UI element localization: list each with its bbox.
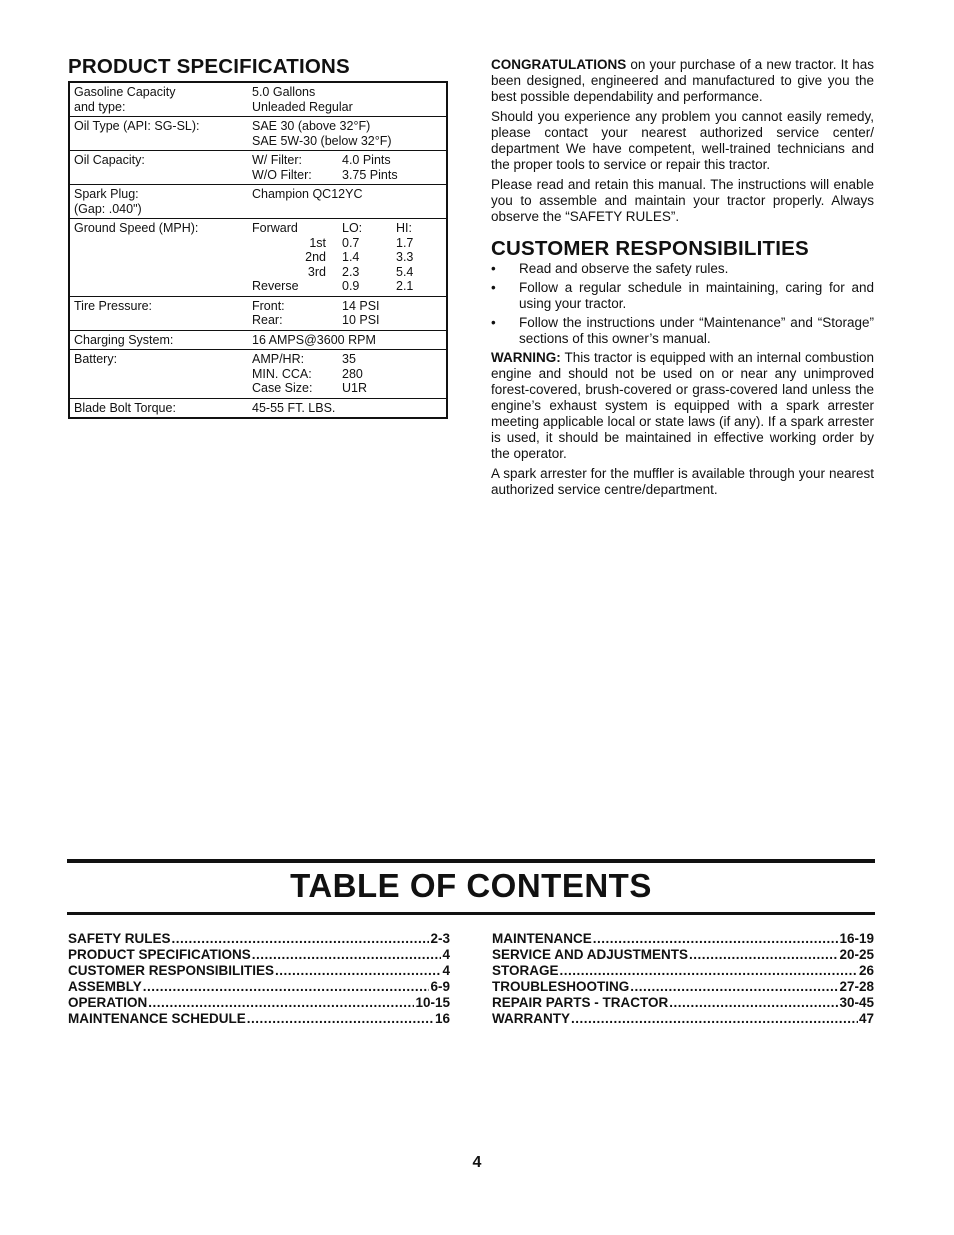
- spec-value: 14 PSI: [342, 298, 380, 313]
- spec-value: 4.0 Pints: [342, 153, 391, 167]
- speed-gear: Forward: [252, 221, 298, 235]
- congratulations-text: on your purchase of a new tractor. It has been designed, engineered and manufactured to give you the best possible dependability and performance.: [491, 57, 874, 104]
- spec-row-tire-pressure: [70, 297, 446, 331]
- responsibilities-list: [491, 261, 874, 347]
- speed-lo: 2.3: [342, 264, 360, 279]
- toc-right-column: [492, 931, 874, 1027]
- toc-left-column: [68, 931, 450, 1027]
- toc-entry-name: PRODUCT SPECIFICATIONS: [68, 947, 251, 962]
- spec-key: Front:: [252, 298, 285, 313]
- spec-row-spark-plug: [70, 185, 446, 219]
- congratulations-paragraph: [491, 57, 874, 105]
- speed-hi: HI:: [396, 221, 412, 235]
- toc-leader: [143, 979, 430, 995]
- spec-key: AMP/HR:: [252, 352, 305, 366]
- spec-label: Tire Pressure:: [74, 298, 153, 313]
- toc-entry-page: 4: [442, 947, 450, 962]
- speed-gear: Reverse: [252, 279, 299, 293]
- toc-entry-page: 10-15: [415, 995, 450, 1010]
- toc-entry-page: 47: [858, 1011, 874, 1026]
- product-specifications-section: [68, 55, 452, 415]
- toc-bottom-rule: [67, 912, 875, 915]
- spec-value: 16 AMPS@3600 RPM: [252, 332, 376, 347]
- spec-key: Rear:: [252, 313, 283, 327]
- congratulations-lead: CONGRATULATIONS: [491, 57, 627, 72]
- toc-entry-name: SAFETY RULES: [68, 931, 171, 946]
- warning-lead: WARNING:: [491, 350, 561, 365]
- spec-label: Spark Plug:: [74, 187, 139, 201]
- toc-entry-page: 6-9: [430, 979, 450, 994]
- spec-value: 3.75 Pints: [342, 167, 398, 182]
- toc-entry-page: 27-28: [839, 979, 874, 994]
- speed-hi: 5.4: [396, 264, 414, 279]
- spark-arrester-paragraph: A spark arrester for the muffler is available through your nearest authorized service centre/department.: [491, 466, 874, 497]
- speed-hi: 1.7: [396, 235, 414, 250]
- bullet-icon: •: [491, 261, 496, 276]
- bullet-icon: •: [491, 280, 496, 295]
- spec-label: Blade Bolt Torque:: [74, 400, 176, 415]
- toc-entry-page: 30-45: [839, 995, 874, 1010]
- toc-entry-name: STORAGE: [492, 963, 559, 978]
- toc-heading: TABLE OF CONTENTS: [290, 867, 652, 904]
- toc-leader: [630, 979, 838, 995]
- toc-entry[interactable]: [492, 963, 874, 979]
- toc-leader: [172, 931, 430, 947]
- toc-entry[interactable]: [492, 995, 874, 1011]
- toc-entry-name: TROUBLESHOOTING: [492, 979, 630, 994]
- toc-entry-page: 26: [858, 963, 874, 978]
- spec-value: SAE 5W-30 (below 32°F): [252, 133, 392, 148]
- spec-row-ground-speed: [70, 219, 446, 297]
- warning-text: This tractor is equipped with an internal combustion engine and should not be used on or near any unimproved forest-covered, brush-covered or grass-covered land unless the engine’s exhaust system is equipped with a spark arrester meeting applicable local or state laws (if any). If a spark arrester is used, it should be maintained in effective working order by the operator.: [491, 350, 874, 461]
- speed-lo: LO:: [342, 221, 363, 235]
- spec-key: W/O Filter:: [252, 167, 312, 182]
- spec-key: MIN. CCA:: [252, 366, 312, 381]
- spec-table: [68, 81, 448, 419]
- toc-entry-name: MAINTENANCE SCHEDULE: [68, 1011, 246, 1026]
- toc-entry[interactable]: [68, 947, 450, 963]
- speed-gear: 3rd: [307, 264, 326, 279]
- toc-entry[interactable]: [492, 979, 874, 995]
- toc-entry-name: REPAIR PARTS - TRACTOR: [492, 995, 669, 1010]
- spec-row-charging-system: [70, 331, 446, 351]
- toc-top-rule: [67, 859, 875, 863]
- warning-paragraph: [491, 350, 874, 462]
- product-specifications-heading: PRODUCT SPECIFICATIONS: [68, 55, 350, 78]
- spec-value: U1R: [342, 381, 368, 395]
- toc-leader: [669, 995, 838, 1011]
- service-paragraph: Should you experience any problem you cannot easily remedy, please contact your nearest authorized service center/ department We have competent, well-trained technicians and the proper tools to service or repair this tractor.: [491, 109, 874, 172]
- list-item: [491, 315, 874, 347]
- spec-value: 280: [342, 366, 363, 381]
- speed-lo: 0.7: [342, 235, 360, 250]
- toc-leader: [689, 947, 838, 963]
- toc-entry[interactable]: [68, 1011, 450, 1027]
- spec-key: W/ Filter:: [252, 153, 302, 167]
- spec-key: Case Size:: [252, 381, 313, 395]
- toc-entry-page: 2-3: [430, 931, 450, 946]
- speed-lo: 1.4: [342, 250, 360, 264]
- spec-label: (Gap: .040"): [74, 201, 142, 216]
- toc-entry[interactable]: [68, 963, 450, 979]
- toc-leader: [252, 947, 442, 963]
- list-item: [491, 261, 874, 277]
- toc-leader: [560, 963, 858, 979]
- toc-leader: [148, 995, 414, 1011]
- toc-entry-page: 20-25: [839, 947, 874, 962]
- spec-row-oil-capacity: [70, 151, 446, 185]
- bullet-text: Follow a regular schedule in maintaining, caring for and using your tractor.: [519, 280, 874, 311]
- spec-value: 35: [342, 352, 356, 366]
- toc-entry[interactable]: [492, 947, 874, 963]
- speed-lo: 0.9: [342, 279, 360, 293]
- list-item: [491, 280, 874, 312]
- speed-gear: 2nd: [305, 250, 326, 264]
- toc-entry[interactable]: [68, 979, 450, 995]
- toc-entry-name: OPERATION: [68, 995, 148, 1010]
- spec-value: Champion QC12YC: [252, 187, 363, 201]
- spec-value: 10 PSI: [342, 313, 380, 327]
- toc-leader: [571, 1011, 858, 1027]
- customer-responsibilities-heading: CUSTOMER RESPONSIBILITIES: [491, 237, 809, 260]
- toc-entry[interactable]: [492, 1011, 874, 1027]
- spec-label: Oil Type (API: SG-SL):: [74, 119, 200, 133]
- toc-entry-name: WARRANTY: [492, 1011, 570, 1026]
- toc-entry[interactable]: [492, 931, 874, 947]
- toc-entry-name: SERVICE AND ADJUSTMENTS: [492, 947, 689, 962]
- toc-entry-page: 16-19: [839, 931, 874, 946]
- spec-row-blade-bolt-torque: [70, 399, 446, 418]
- speed-hi: 3.3: [396, 250, 414, 264]
- speed-gear: 1st: [309, 235, 326, 250]
- toc-entry-page: 16: [434, 1011, 450, 1026]
- speed-hi: 2.1: [396, 279, 414, 293]
- bullet-icon: •: [491, 315, 496, 330]
- toc-entry-name: MAINTENANCE: [492, 931, 592, 946]
- spec-row-battery: [70, 350, 446, 399]
- toc-entry-page: 4: [442, 963, 450, 978]
- page-number: 4: [472, 1154, 482, 1171]
- spec-value: SAE 30 (above 32°F): [252, 119, 371, 133]
- speed-grid: [252, 221, 442, 294]
- toc-leader: [247, 1011, 434, 1027]
- spec-row-oil-type: [70, 117, 446, 151]
- toc-entry[interactable]: [68, 995, 450, 1011]
- toc-entry[interactable]: [68, 931, 450, 947]
- toc-entry-name: ASSEMBLY: [68, 979, 142, 994]
- spec-label: and type:: [74, 99, 126, 114]
- spec-label: Gasoline Capacity: [74, 85, 176, 99]
- toc-leader: [275, 963, 441, 979]
- retain-manual-paragraph: Please read and retain this manual. The instructions will enable you to assemble and maintain your tractor properly. Always observe the “SAFETY RULES”.: [491, 177, 874, 224]
- bullet-text: Read and observe the safety rules.: [519, 261, 729, 276]
- spec-label: Ground Speed (MPH):: [74, 221, 199, 235]
- spec-label: Oil Capacity:: [74, 153, 145, 167]
- spec-value: 5.0 Gallons: [252, 85, 316, 99]
- spec-value: Unleaded Regular: [252, 99, 353, 114]
- intro-column: [491, 57, 874, 502]
- toc-entry-name: CUSTOMER RESPONSIBILITIES: [68, 963, 275, 978]
- toc-leader: [593, 931, 839, 947]
- spec-label: Charging System:: [74, 332, 174, 347]
- spec-row-gasoline: [70, 83, 446, 117]
- spec-value: 45-55 FT. LBS.: [252, 400, 336, 415]
- bullet-text: Follow the instructions under “Maintenance” and “Storage” sections of this owner’s manual.: [519, 315, 874, 346]
- spec-label: Battery:: [74, 352, 118, 366]
